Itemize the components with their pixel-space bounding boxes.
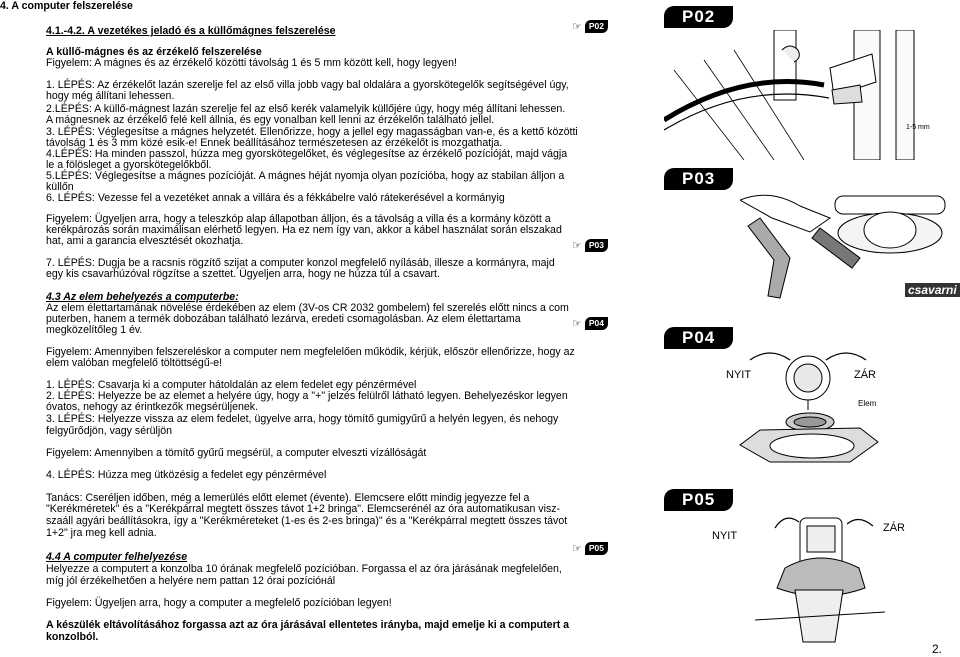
step-3-line-1: 3. LÉPÉS: Véglegesítse a mágnes helyzetét. Ellenőrizze, hogy a jellel egy magasságban van-e, és a kettő közötti (46, 126, 578, 138)
battery-line-3: megközelítőleg 1 év. (46, 324, 143, 336)
section-title: 4. A computer felszerelése (0, 0, 133, 12)
open-label-p05: NYIT (712, 530, 738, 542)
step-7-line-1: 7. LÉPÉS: Dugja be a racsnis rögzítő szijat a computer konzol megfelelő nyílásáb, illesze a kormányra, majd (46, 257, 555, 269)
distance-warning: Figyelem: A mágnes és az érzékelő közötti távolság 1 és 5 mm között kell, hogy legyen! (46, 57, 458, 69)
distance-label: 1-5 mm (906, 124, 930, 131)
mount-line-2: míg jól érzékelhetően a helyére nem pattan 12 órai pozícióнál (46, 575, 336, 587)
badge-p04: ☞ P04 (572, 317, 608, 330)
warning1-line-3: hat, ami a garancia elvesztését okozhatja. (46, 235, 244, 247)
battery-step-2-line-2: óvatos, nehogy az érintkezők megsérüljenek. (46, 401, 258, 413)
close-label: ZÁR (854, 369, 876, 381)
seal-warning: Figyelem: Amennyiben a tömítő gyűrű megsérül, a computer elveszti vízállóságát (46, 447, 427, 459)
subsection-title: 4.1.-4.2. A vezetékes jeladó és a küllőmágnes felszerelése (46, 25, 336, 37)
mount-heading: 4.4 A computer felhelyezése (46, 551, 188, 563)
battery-heading: 4.3 Az elem behelyezés a computerbe: (46, 291, 239, 303)
pointing-hand-icon: ☞ (572, 318, 582, 330)
badge-p05: ☞ P05 (572, 542, 608, 555)
panel-label-p04: P04 (664, 327, 733, 349)
mount-note: Figyelem: Ügyeljen arra, hogy a computer a megfelelő pozícióban legyen! (46, 597, 392, 609)
battery-step-3-line-1: 3. LÉPÉS: Helyezze vissza az elem fedelet, ügyelve arra, hogy tömítő gumigyűrű a helyén legyen, és nehogy (46, 413, 559, 425)
close-label-p05: ZÁR (883, 522, 905, 534)
step-2-line-1: 2.LÉPÉS: A küllő-mágnest lazán szerelje fel az első kerék valamelyik küllőjére úgy, hogy még állítani lehessen. (46, 103, 566, 115)
warning1-line-1: Figyelem: Ügyeljen arra, hogy a teleszkóp alap állapotban álljon, és a távolság a villa és a kormány között a (46, 213, 551, 225)
magnet-heading: A küllő-mágnes és az érzékelő felszerelése (46, 46, 262, 58)
step-4-line-2: le a fölösleget a gyorskötegelőkből. (46, 159, 212, 171)
open-label: NYIT (726, 369, 752, 381)
battery-line-1: Az elem élettartamának növelése érdekében az elem (3V-os CR 2032 gombelem) fel szerelés előtt nincs a com (46, 302, 569, 314)
panel-label-p02: P02 (664, 6, 733, 28)
step-3-line-2: távolság 1 és 3 mm közé esik-e! Ennek beállításához természetesen az érzékelőt is mozgathatja. (46, 137, 503, 149)
battery-line-2: puterben, hanem a termék dobozában található lezárva, eredeti csomagolásban. Az elem élettartama (46, 313, 521, 325)
sensor-magnet-illustration (664, 30, 954, 160)
tip-line-2: "Kerékméretek" és a "Kerékpárral megtett összes távot 1+2 bringa". Elemcserénél az óra automatikusan visz- (46, 503, 561, 515)
step-2-line-2: A mágnesnek az érzékelő felé kell állnia, és egy vonalban kell lenni az érzékelőn található jellel. (46, 114, 495, 126)
screwdriver-label: csavarni (905, 283, 960, 297)
step-4-line-1: 4.LÉPÉS: Ha minden passzol, húzza meg gyorskötegelőket, és véglegesítse az érzékelő pozícióját, majd vágja (46, 148, 568, 160)
warning1-line-2: kerékpározás során maximálisan elérhető legyen. Ha ez nem így van, akkor a kábel használat során elszakad (46, 224, 562, 236)
step-6: 6. LÉPÉS: Vezesse fel a vezetéket annak a villára és a fékkábelre való rátekerésével a kormányig (46, 192, 505, 204)
step-1-line-1: 1. LÉPÉS: Az érzékelőt lazán szerelje fel az első villa jobb vagy bal oldalára a gyorskötegelők segítségével úgy, (46, 79, 569, 91)
tip-line-1: Tanács: Cseréljen időben, még a lemerülés előtt elemet (évente). Elemcsere előtt mindig jegyezze fel a (46, 492, 530, 504)
page-number: 2. (932, 642, 943, 656)
tip-line-3: szaáll agyári beállításokra, így a "Kerékméreteket (1-es és 2-es bringa)" és a "Kerékpárral megtett összes távot (46, 515, 568, 527)
tip-line-4: 1+2" jra meg kell adnia. (46, 527, 157, 539)
step-5-line-1: 5.LÉPÉS: Véglegesítse a mágnes pozícióját. A mágnes héját nyomja olyan pozícióba, hogy az stabilan álljon a (46, 170, 565, 182)
badge-p03: ☞ P03 (572, 239, 608, 252)
battery-label: Elem (858, 399, 877, 408)
battery-step-2-line-1: 2. LÉPÉS: Helyezze be az elemet a helyére úgy, hogy a "+" jelzés felülről látható legyen. Behelyezéskor legyen (46, 390, 568, 402)
pointing-hand-icon: ☞ (572, 543, 582, 555)
pointing-hand-icon: ☞ (572, 21, 582, 33)
battery-step-3-line-2: felgyűrődjön, vagy sérüljön (46, 425, 173, 437)
battery-step-1: 1. LÉPÉS: Csavarja ki a computer hátoldalán az elem fedelet egy pénzérmével (46, 379, 417, 391)
mount-line-1: Helyezze a computert a konzolba 10 órának megfelelő pozícióban. Forgassa el az óra járásának megfelelően, (46, 563, 562, 575)
battery-note-line-2: elem valóban megfelelő töltöttségű-e! (46, 357, 223, 369)
step-7-line-2: egy kis csavarhúzóval rögzítse a szettet. Ügyeljen arra, hogy ne húzza túl a csavart. (46, 268, 440, 280)
panel-label-p03: P03 (664, 168, 733, 190)
pointing-hand-icon: ☞ (572, 240, 582, 252)
battery-note-line-1: Figyelem: Amennyiben felszereléskor a computer nem megfelelően működik, kérjük, először ellenőrizze, hogy az (46, 346, 575, 358)
battery-step-4: 4. LÉPÉS: Húzza meg ütközésig a fedelet egy pénzérmével (46, 469, 327, 481)
badge-p02: ☞ P02 (572, 20, 608, 33)
remove-line-2: konzolból. (46, 631, 99, 643)
step-1-line-2: hogy még állítani lehessen. (46, 90, 175, 102)
remove-line-1: A készülék eltávolításához forgassa azt az óra járásával ellentetes irányba, majd emelje ki a computert a (46, 619, 570, 631)
panel-label-p05: P05 (664, 489, 733, 511)
step-5-line-2: küllőn (46, 181, 74, 193)
computer-mount-illustration (755, 508, 885, 643)
